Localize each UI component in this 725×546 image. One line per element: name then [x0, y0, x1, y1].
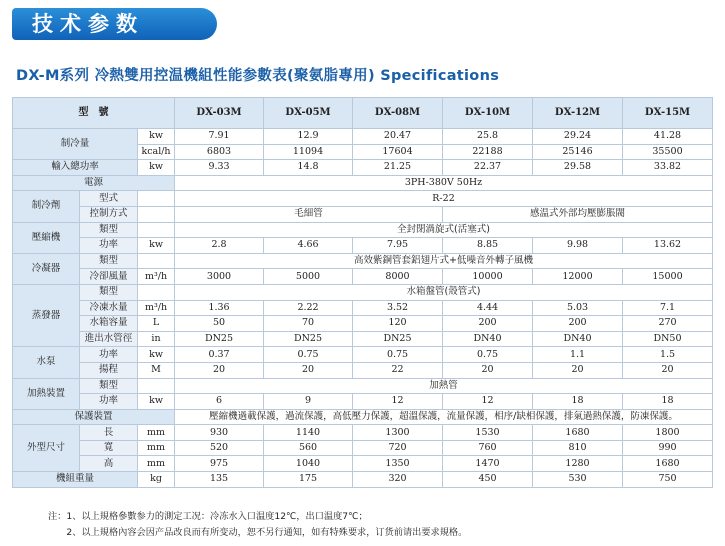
sub-label: 冷凍水量: [80, 300, 138, 316]
condenser-type-value: 高效紫銅管套鋁翅片式+低噪音外轉子風機: [175, 253, 713, 269]
value-cell: 9: [264, 394, 353, 410]
value-cell: 17604: [353, 144, 443, 160]
value-cell: 15000: [623, 269, 713, 285]
value-cell: 10000: [443, 269, 533, 285]
value-cell: DN40: [533, 331, 623, 347]
evaporator-type-row: [13, 284, 713, 300]
evaporator-flow-row: [13, 300, 713, 316]
model-name: DX-12M: [533, 98, 623, 129]
value-cell: 8.85: [443, 238, 533, 254]
value-cell: 14.8: [264, 160, 353, 176]
sub-label: 寬: [80, 440, 138, 456]
spec-table: [12, 97, 713, 488]
refrigerant-value: R-22: [175, 191, 713, 207]
evaporator-pipe-row: [13, 331, 713, 347]
value-cell: 6803: [175, 144, 264, 160]
value-cell: 3000: [175, 269, 264, 285]
power-supply-label: 電源: [13, 175, 175, 191]
value-cell: 320: [353, 472, 443, 488]
heater-label: 加熱裝置: [13, 378, 80, 409]
evaporator-tank-row: [13, 316, 713, 332]
condenser-type-row: [13, 253, 713, 269]
cooling-kw-row: [13, 129, 713, 145]
sub-label: 水箱容量: [80, 316, 138, 332]
value-cell: 20: [623, 362, 713, 378]
model-name: DX-10M: [443, 98, 533, 129]
unit-cell: L: [138, 316, 175, 332]
unit-cell: kw: [138, 238, 175, 254]
value-cell: 1350: [353, 456, 443, 472]
unit-cell: [138, 206, 175, 222]
header-row: [13, 98, 713, 129]
value-cell: 3.52: [353, 300, 443, 316]
value-cell: 200: [443, 316, 533, 332]
protection-label: 保護裝置: [13, 409, 175, 425]
unit-cell: kw: [138, 129, 175, 145]
sub-label: 類型: [80, 222, 138, 238]
value-cell: 1470: [443, 456, 533, 472]
input-power-row: [13, 160, 713, 176]
value-cell: 20.47: [353, 129, 443, 145]
value-cell: 1300: [353, 425, 443, 441]
section-banner: 技术参数: [12, 8, 217, 40]
value-cell: 1.5: [623, 347, 713, 363]
value-cell: 1280: [533, 456, 623, 472]
value-cell: 33.82: [623, 160, 713, 176]
value-cell: 20: [533, 362, 623, 378]
sub-label: 功率: [80, 238, 138, 254]
heater-power-row: [13, 394, 713, 410]
value-cell: 0.75: [443, 347, 533, 363]
value-cell: 8000: [353, 269, 443, 285]
value-cell: 29.24: [533, 129, 623, 145]
value-cell: 1800: [623, 425, 713, 441]
footnotes: [48, 509, 467, 541]
value-cell: 560: [264, 440, 353, 456]
value-cell: 41.28: [623, 129, 713, 145]
weight-row: [13, 472, 713, 488]
value-cell: 0.37: [175, 347, 264, 363]
value-cell: 50: [175, 316, 264, 332]
dimension-width-row: [13, 440, 713, 456]
evaporator-type-value: 水箱盤管(殼管式): [175, 284, 713, 300]
sub-label: 揚程: [80, 362, 138, 378]
value-cell: 0.75: [264, 347, 353, 363]
value-cell: 2.8: [175, 238, 264, 254]
sub-label: 進出水管徑: [80, 331, 138, 347]
dimension-length-row: [13, 425, 713, 441]
value-cell: 12.9: [264, 129, 353, 145]
sub-label: 型式: [80, 191, 138, 207]
unit-cell: [138, 222, 175, 238]
unit-cell: [138, 253, 175, 269]
heater-type-value: 加熱管: [175, 378, 713, 394]
unit-cell: m³/h: [138, 300, 175, 316]
value-cell: 2.22: [264, 300, 353, 316]
value-cell: 720: [353, 440, 443, 456]
value-cell: 1680: [623, 456, 713, 472]
unit-cell: [138, 378, 175, 394]
unit-cell: [138, 284, 175, 300]
value-cell: 1140: [264, 425, 353, 441]
value-cell: DN25: [353, 331, 443, 347]
model-name: DX-08M: [353, 98, 443, 129]
value-cell: 22.37: [443, 160, 533, 176]
refrigerant-control-row: [13, 206, 713, 222]
condenser-airflow-row: [13, 269, 713, 285]
unit-cell: [138, 191, 175, 207]
model-label: 型 號: [13, 98, 175, 129]
input-power-label: 輸入總功率: [13, 160, 138, 176]
power-supply-row: [13, 175, 713, 191]
value-cell: 6: [175, 394, 264, 410]
sub-label: 功率: [80, 347, 138, 363]
value-cell: 1.1: [533, 347, 623, 363]
pump-power-row: [13, 347, 713, 363]
control-right-value: 感温式外部均壓膨脹閥: [443, 206, 713, 222]
model-name: DX-05M: [264, 98, 353, 129]
dimensions-label: 外型尺寸: [13, 425, 80, 472]
value-cell: 13.62: [623, 238, 713, 254]
value-cell: 975: [175, 456, 264, 472]
value-cell: 7.1: [623, 300, 713, 316]
value-cell: 12: [353, 394, 443, 410]
value-cell: 750: [623, 472, 713, 488]
model-name: DX-15M: [623, 98, 713, 129]
compressor-label: 壓縮機: [13, 222, 80, 253]
unit-cell: mm: [138, 440, 175, 456]
value-cell: 20: [443, 362, 533, 378]
value-cell: 450: [443, 472, 533, 488]
unit-cell: m³/h: [138, 269, 175, 285]
value-cell: 9.98: [533, 238, 623, 254]
value-cell: 270: [623, 316, 713, 332]
value-cell: 12: [443, 394, 533, 410]
weight-label: 機組重量: [13, 472, 138, 488]
value-cell: 1530: [443, 425, 533, 441]
value-cell: 175: [264, 472, 353, 488]
value-cell: 7.91: [175, 129, 264, 145]
footnote-2: 2、以上規格內容会因产品改良而有所变动，恕不另行通知，如有特殊要求，订货前请出要求規格。: [48, 527, 468, 538]
sub-label: 類型: [80, 253, 138, 269]
value-cell: DN50: [623, 331, 713, 347]
value-cell: 520: [175, 440, 264, 456]
value-cell: 5000: [264, 269, 353, 285]
value-cell: DN25: [175, 331, 264, 347]
sub-label: 類型: [80, 378, 138, 394]
compressor-type-row: [13, 222, 713, 238]
value-cell: 5.03: [533, 300, 623, 316]
value-cell: 930: [175, 425, 264, 441]
value-cell: DN40: [443, 331, 533, 347]
value-cell: 21.25: [353, 160, 443, 176]
evaporator-label: 蒸發器: [13, 284, 80, 346]
page-title: DX-M系列 冷熱雙用控温機組性能参數表(聚氨脂專用) Specifications: [16, 68, 500, 84]
sub-label: 冷卻風量: [80, 269, 138, 285]
value-cell: 120: [353, 316, 443, 332]
value-cell: 4.44: [443, 300, 533, 316]
unit-cell: kw: [138, 160, 175, 176]
power-supply-value: 3PH-380V 50Hz: [175, 175, 713, 191]
value-cell: 1680: [533, 425, 623, 441]
value-cell: 0.75: [353, 347, 443, 363]
value-cell: 810: [533, 440, 623, 456]
value-cell: 22188: [443, 144, 533, 160]
value-cell: 9.33: [175, 160, 264, 176]
value-cell: 20: [175, 362, 264, 378]
unit-cell: kw: [138, 394, 175, 410]
unit-cell: kcal/h: [138, 144, 175, 160]
value-cell: 22: [353, 362, 443, 378]
value-cell: 1040: [264, 456, 353, 472]
condenser-label: 冷凝器: [13, 253, 80, 284]
value-cell: 1.36: [175, 300, 264, 316]
dimension-height-row: [13, 456, 713, 472]
unit-cell: mm: [138, 425, 175, 441]
compressor-power-row: [13, 238, 713, 254]
value-cell: 29.58: [533, 160, 623, 176]
value-cell: 18: [623, 394, 713, 410]
protection-row: [13, 409, 713, 425]
value-cell: 35500: [623, 144, 713, 160]
heater-type-row: [13, 378, 713, 394]
refrigerant-label: 制冷劑: [13, 191, 80, 222]
footnote-1: 注：1、以上規格參數参力的測定工况：冷冻水入口温度12℃，出口温度7℃；: [48, 511, 368, 522]
pump-head-row: [13, 362, 713, 378]
value-cell: 7.95: [353, 238, 443, 254]
sub-label: 長: [80, 425, 138, 441]
pump-label: 水泵: [13, 347, 80, 378]
unit-cell: in: [138, 331, 175, 347]
value-cell: 990: [623, 440, 713, 456]
unit-cell: kw: [138, 347, 175, 363]
value-cell: 4.66: [264, 238, 353, 254]
refrigerant-type-row: [13, 191, 713, 207]
value-cell: 18: [533, 394, 623, 410]
value-cell: 25.8: [443, 129, 533, 145]
control-left-value: 毛細管: [175, 206, 443, 222]
sub-label: 功率: [80, 394, 138, 410]
value-cell: 11094: [264, 144, 353, 160]
protection-value: 壓縮機過載保護，過流保護，高低壓力保護，超溫保護，流量保護，相序/缺相保護，排氣過熱保護，防凍保護。: [175, 409, 713, 425]
unit-cell: mm: [138, 456, 175, 472]
value-cell: 530: [533, 472, 623, 488]
unit-cell: kg: [138, 472, 175, 488]
value-cell: 200: [533, 316, 623, 332]
value-cell: 135: [175, 472, 264, 488]
compressor-type-value: 全封閉渦旋式(活塞式): [175, 222, 713, 238]
value-cell: DN25: [264, 331, 353, 347]
sub-label: 控制方式: [80, 206, 138, 222]
cooling-label: 制冷量: [13, 129, 138, 160]
unit-cell: M: [138, 362, 175, 378]
value-cell: 760: [443, 440, 533, 456]
sub-label: 類型: [80, 284, 138, 300]
value-cell: 12000: [533, 269, 623, 285]
value-cell: 70: [264, 316, 353, 332]
value-cell: 20: [264, 362, 353, 378]
sub-label: 高: [80, 456, 138, 472]
model-name: DX-03M: [175, 98, 264, 129]
value-cell: 25146: [533, 144, 623, 160]
